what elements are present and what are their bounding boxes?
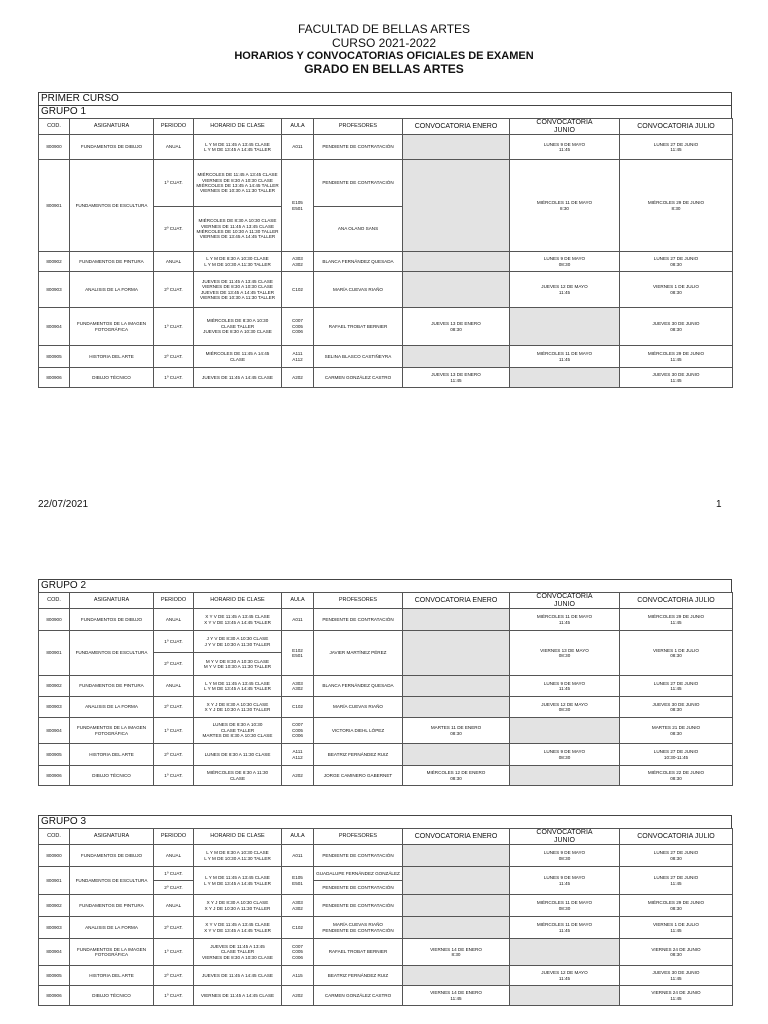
cell-periodo: 2º CUAT. [154,272,194,308]
group-title: GRUPO 2 [38,579,732,592]
col-header: CONVOCATORIA JULIO [620,119,733,135]
cell-profesores: PENDIENTE DE CONTRATACIÓN [314,895,403,917]
cell-profesores: BLANCA FERNÁNDEZ QUESADA [314,676,403,697]
table-row [39,845,733,867]
col-header: PERIODO [154,593,194,609]
footer-date: 22/07/2021 [38,499,89,510]
cell-periodo: 1º CUAT. [154,160,194,207]
group-title: GRUPO 3 [38,815,732,828]
col-header: AULA [282,119,314,135]
cell-enero [403,917,510,939]
col-header: ASIGNATURA [70,829,154,845]
cell-horario: L Y M DE 8:30 A 10:30 CLASE L Y M DE 10:30 A 11:30 TALLER [194,845,282,867]
cell-horario: J Y V DE 8:30 A 10:30 CLASE J Y V DE 10:30 A 11:30 TALLER [194,631,282,653]
cell-asignatura: FUNDAMENTOS DE PINTURA [70,895,154,917]
cell-asignatura: DIBUJO TÉCNICO [70,986,154,1006]
cell-periodo: 2º CUAT. [154,744,194,766]
cell-aula: C102 [282,697,314,718]
cell-junio: VIERNES 13 DE MAYO 08:30 [510,631,620,676]
cell-junio [510,718,620,744]
grupo-1-section [38,92,732,388]
cell-julio: LUNES 27 DE JUNIO 11:45 [620,135,733,160]
cell-asignatura: FUNDAMENTOS DE ESCULTURA [70,160,154,252]
cell-periodo: 1º CUAT. [154,718,194,744]
cell-aula: A115 [282,966,314,986]
cell-cod: 800905 [39,966,70,986]
col-header: PROFESORES [314,593,403,609]
cell-profesores: MARÍA CUEVAS RIAÑO [314,697,403,718]
cell-profesores: PENDIENTE DE CONTRATACIÓN [314,160,403,207]
cell-julio: MIÉRCOLES 29 DE JUNIO 8:30 [620,160,733,252]
cell-enero [403,744,510,766]
col-header: CONVOCATORIA ENERO [403,593,510,609]
cell-periodo: ANUAL [154,845,194,867]
table-row [39,939,733,966]
col-header: CONVOCATORIA JUNIO [510,829,620,845]
col-header: PROFESORES [314,119,403,135]
table-row [39,986,733,1006]
table-row [39,252,733,272]
cell-periodo: ANUAL [154,609,194,631]
cell-junio: MIÉRCOLES 11 DE MAYO 8:30 [510,160,620,252]
cell-profesores: SELINA BLASCO CASTIÑEYRA [314,346,403,368]
cell-enero [403,160,510,252]
cell-junio [510,939,620,966]
col-header: COD. [39,593,70,609]
cell-aula: A111 A112 [282,744,314,766]
document-subtitle: HORARIOS Y CONVOCATORIAS OFICIALES DE EXAMEN [234,50,534,62]
col-header: PROFESORES [314,829,403,845]
degree-title: GRADO EN BELLAS ARTES [304,62,464,76]
cell-julio: JUEVES 30 DE JUNIO 08:30 [620,308,733,346]
table-row [39,895,733,917]
cell-profesores: BEATRIZ FERNÁNDEZ RUIZ [314,966,403,986]
cell-horario: X Y V DE 11:45 A 13:45 CLASE X Y V DE 13:45 A 14:45 TALLER [194,917,282,939]
cell-julio: JUEVES 30 DE JUNIO 11:45 [620,368,733,388]
cell-periodo: 2º CUAT. [154,697,194,718]
cell-horario: MIÉRCOLES DE 8:30 A 10:30 CLASE TALLER JUEVES DE 8:30 A 10:30 CLASE [194,308,282,346]
cell-horario: MIÉRCOLES DE 11:45 A 13:45 CLASE VIERNES DE 8:30 A 10:30 CLASE MIÉRCOLES DE 13:45 A 14:45 TALLER VIERNES DE 10:30 A 11:30 TALLER [194,160,282,207]
cell-junio: JUEVES 12 DE MAYO 11:45 [510,272,620,308]
cell-julio: VIERNES 24 DE JUNIO 08:30 [620,939,733,966]
cell-junio: LUNES 9 DE MAYO 11:45 [510,676,620,697]
cell-julio: MIÉRCOLES 29 DE JUNIO 11:45 [620,609,733,631]
grupo-3-section [38,815,732,1006]
cell-cod: 800900 [39,845,70,867]
cell-horario: X Y J DE 8:30 A 10:30 CLASE X Y J DE 10:30 A 11:30 TALLER [194,697,282,718]
cell-profesores: CARMEN GONZÁLEZ CASTRO [314,368,403,388]
cell-periodo: ANUAL [154,252,194,272]
cell-enero [403,895,510,917]
cell-enero [403,272,510,308]
col-header: ASIGNATURA [70,593,154,609]
cell-periodo: 1º CUAT. [154,986,194,1006]
cell-profesores: MARÍA CUEVAS RIAÑO PENDIENTE DE CONTRATACIÓN [314,917,403,939]
cell-profesores: BEATRIZ FERNÁNDEZ RUIZ [314,744,403,766]
table-row [39,609,733,631]
cell-aula: A303 A302 [282,895,314,917]
cell-enero [403,697,510,718]
cell-cod: 800902 [39,676,70,697]
cell-horario: JUEVES DE 11:45 A 14:45 CLASE [194,368,282,388]
cell-profesores: VICTORIA DIEHL LÓPEZ [314,718,403,744]
cell-periodo: ANUAL [154,135,194,160]
cell-horario: MIÉRCOLES DE 8:30 A 11:30 CLASE [194,766,282,786]
cell-junio: LUNES 9 DE MAYO 11:45 [510,867,620,895]
faculty-title: FACULTAD DE BELLAS ARTES [297,22,471,36]
table-row [39,766,733,786]
cell-junio: MIÉRCOLES 11 DE MAYO 08:30 [510,895,620,917]
cell-profesores: MARÍA CUEVAS RIAÑO [314,272,403,308]
cell-aula: A111 A112 [282,346,314,368]
cell-asignatura: HISTORIA DEL ARTE [70,346,154,368]
cell-profesores: JAVIER MARTÍNEZ PÉREZ [314,631,403,676]
cell-periodo: 1º CUAT. [154,368,194,388]
cell-horario: X Y J DE 8:30 A 10:30 CLASE X Y J DE 10:30 A 11:30 TALLER [194,895,282,917]
cell-asignatura: FUNDAMENTOS DE DIBUJO [70,135,154,160]
cell-junio [510,368,620,388]
cell-julio: VIERNES 24 DE JUNIO 11:45 [620,986,733,1006]
course-title: CURSO 2021-2022 [331,36,437,50]
table-row [39,368,733,388]
table-row [39,697,733,718]
cell-asignatura: FUNDAMENTOS DE ESCULTURA [70,631,154,676]
cell-horario: JUEVES DE 11:45 A 13:45 CLASE TALLER VIERNES DE 8:30 A 10:30 CLASE [194,939,282,966]
col-header: CONVOCATORIA JUNIO [510,593,620,609]
cell-periodo: 2º CUAT. [154,207,194,252]
cell-profesores: GUADALUPE FERNÁNDEZ GONZÁLEZ [314,867,403,881]
cell-horario: L Y M DE 8:30 A 10:30 CLASE L Y M DE 10:30 A 11:30 TALLER [194,252,282,272]
col-header: ASIGNATURA [70,119,154,135]
cell-junio: MIÉRCOLES 11 DE MAYO 11:45 [510,346,620,368]
cell-asignatura: ANALISIS DE LA FORMA [70,272,154,308]
col-header: CONVOCATORIA ENERO [403,829,510,845]
col-header: CONVOCATORIA JULIO [620,593,733,609]
cell-enero: MARTES 11 DE ENERO 08:30 [403,718,510,744]
cell-enero [403,346,510,368]
col-header: CONVOCATORIA JUNIO [510,119,620,135]
cell-enero: VIERNES 14 DE ENERO 8:30 [403,939,510,966]
cell-asignatura: FUNDAMENTOS DE LA IMAGEN FOTOGRÁFICA [70,718,154,744]
table-row [39,676,733,697]
cell-aula: A011 [282,609,314,631]
cell-horario: JUEVES DE 11:45 A 14:45 CLASE [194,966,282,986]
page-number: 1 [716,499,722,510]
col-header: HORARIO DE CLASE [194,119,282,135]
cell-horario: JUEVES DE 11:45 A 13:45 CLASE VIERNES DE 8:30 A 10:30 CLASE JUEVES DE 13:45 A 14:45 TALLER VIERNES DE 10:30 A 11:30 TALLER [194,272,282,308]
cell-periodo: 2º CUAT. [154,966,194,986]
table-header-row [39,593,733,609]
cell-cod: 800904 [39,308,70,346]
table-row [39,867,733,881]
cell-julio: VIERNES 1 DE JULIO 08:30 [620,631,733,676]
col-header: AULA [282,593,314,609]
cell-asignatura: FUNDAMENTOS DE DIBUJO [70,845,154,867]
cell-periodo: 2º CUAT. [154,346,194,368]
cell-aula: E105 E501 [282,160,314,252]
cell-horario: MIÉRCOLES DE 11:45 A 14:45 CLASE [194,346,282,368]
cell-aula: A202 [282,766,314,786]
cell-cod: 800901 [39,160,70,252]
cell-asignatura: DIBUJO TÉCNICO [70,368,154,388]
cell-profesores: CARMEN GONZÁLEZ CASTRO [314,986,403,1006]
col-header: AULA [282,829,314,845]
cell-cod: 800902 [39,252,70,272]
cell-horario: X Y V DE 11:45 A 13:45 CLASE X Y V DE 13:45 A 14:45 TALLER [194,609,282,631]
cell-periodo: 2º CUAT. [154,881,194,895]
cell-cod: 800905 [39,744,70,766]
col-header: PERIODO [154,119,194,135]
col-header: CONVOCATORIA JULIO [620,829,733,845]
cell-aula: C102 [282,272,314,308]
cell-cod: 800901 [39,631,70,676]
cell-profesores: PENDIENTE DE CONTRATACIÓN [314,845,403,867]
cell-periodo: 1º CUAT. [154,939,194,966]
cell-periodo: ANUAL [154,895,194,917]
cell-horario: VIERNES DE 11:45 A 14:45 CLASE [194,986,282,1006]
cell-asignatura: FUNDAMENTOS DE PINTURA [70,252,154,272]
cell-profesores: ANA OLANO SANS [314,207,403,252]
table-header-row [39,119,733,135]
cell-julio: MIÉRCOLES 29 DE JUNIO 11:45 [620,346,733,368]
cell-junio: LUNES 9 DE MAYO 08:30 [510,744,620,766]
cell-profesores: PENDIENTE DE CONTRATACIÓN [314,881,403,895]
cell-julio: MIÉRCOLES 29 DE JUNIO 08:30 [620,895,733,917]
cell-enero: MIÉRCOLES 12 DE ENERO 08:30 [403,766,510,786]
cell-horario: LUNES DE 8:30 A 10:30 CLASE TALLER MARTES DE 8:30 A 10:30 CLASE [194,718,282,744]
col-header: CONVOCATORIA ENERO [403,119,510,135]
cell-cod: 800903 [39,697,70,718]
cell-cod: 800906 [39,986,70,1006]
cell-cod: 800900 [39,135,70,160]
cell-enero [403,966,510,986]
cell-aula: C007 C005 C006 [282,308,314,346]
cell-profesores: BLANCA FERNÁNDEZ QUESADA [314,252,403,272]
cell-periodo: 1º CUAT. [154,766,194,786]
cell-asignatura: DIBUJO TÉCNICO [70,766,154,786]
cell-cod: 800906 [39,766,70,786]
cell-horario: MIÉRCOLES DE 8:30 A 10:30 CLASE VIERNES DE 11:45 A 13:45 CLASE MIÉRCOLES DE 10:30 A 11:30 TALLER VIERNES DE 13:45 A 14:45 TALLER [194,207,282,252]
schedule-table [38,118,733,388]
cell-cod: 800901 [39,867,70,895]
cell-asignatura: FUNDAMENTOS DE PINTURA [70,676,154,697]
cell-enero: VIERNES 14 DE ENERO 11:45 [403,986,510,1006]
cell-cod: 800903 [39,272,70,308]
cell-junio [510,766,620,786]
section-title: PRIMER CURSO [38,92,732,105]
cell-horario: M Y V DE 8:30 A 10:30 CLASE M Y V DE 10:30 A 11:30 TALLER [194,653,282,676]
table-row [39,135,733,160]
cell-horario: L Y M DE 11:45 A 13:45 CLASE L Y M DE 13:45 A 14:45 TALLER [194,676,282,697]
cell-asignatura: FUNDAMENTOS DE ESCULTURA [70,867,154,895]
cell-cod: 800902 [39,895,70,917]
cell-junio: MIÉRCOLES 11 DE MAYO 11:45 [510,609,620,631]
cell-julio: MARTES 21 DE JUNIO 08:30 [620,718,733,744]
cell-periodo: 2º CUAT. [154,917,194,939]
cell-horario: LUNES DE 8:30 A 11:30 CLASE [194,744,282,766]
cell-profesores: JORGE CAMINERO GABERNET [314,766,403,786]
col-header: HORARIO DE CLASE [194,593,282,609]
table-row [39,917,733,939]
schedule-table [38,828,733,1006]
cell-enero [403,676,510,697]
cell-periodo: 1º CUAT. [154,867,194,881]
table-row [39,631,733,653]
cell-cod: 800903 [39,917,70,939]
cell-aula: A303 A302 [282,252,314,272]
cell-julio: LUNES 27 DE JUNIO 11:45 [620,676,733,697]
cell-asignatura: ANALISIS DE LA FORMA [70,917,154,939]
cell-enero [403,609,510,631]
cell-asignatura: HISTORIA DEL ARTE [70,966,154,986]
cell-julio: LUNES 27 DE JUNIO 08:30 [620,845,733,867]
cell-julio: LUNES 27 DE JUNIO 08:30 [620,252,733,272]
cell-horario: L Y M DE 11:45 A 13:45 CLASE L Y M DE 13:45 A 14:45 TALLER [194,135,282,160]
cell-cod: 800905 [39,346,70,368]
cell-cod: 800904 [39,718,70,744]
cell-horario: L Y M DE 11:45 A 13:45 CLASE L Y M DE 13:45 A 14:45 TALLER [194,867,282,895]
group-title: GRUPO 1 [38,105,732,118]
cell-profesores: PENDIENTE DE CONTRATACIÓN [314,135,403,160]
cell-julio: VIERNES 1 DE JULIO 08:30 [620,272,733,308]
cell-asignatura: FUNDAMENTOS DE LA IMAGEN FOTOGRÁFICA [70,939,154,966]
cell-asignatura: HISTORIA DEL ARTE [70,744,154,766]
schedule-table [38,592,733,786]
table-row [39,272,733,308]
cell-enero: JUEVES 13 DE ENERO 08:30 [403,308,510,346]
table-row [39,718,733,744]
cell-periodo: 2º CUAT. [154,653,194,676]
cell-junio: JUEVES 12 DE MAYO 08:30 [510,697,620,718]
cell-enero [403,631,510,676]
cell-aula: A202 [282,986,314,1006]
col-header: HORARIO DE CLASE [194,829,282,845]
cell-aula: E105 E501 [282,867,314,895]
cell-enero: JUEVES 13 DE ENERO 11:45 [403,368,510,388]
cell-asignatura: FUNDAMENTOS DE DIBUJO [70,609,154,631]
cell-julio: MIÉRCOLES 22 DE JUNIO 08:30 [620,766,733,786]
table-row [39,346,733,368]
cell-profesores: RAFAEL TROBAT BERNIER [314,939,403,966]
cell-asignatura: ANALISIS DE LA FORMA [70,697,154,718]
cell-junio: LUNES 9 DE MAYO 08:30 [510,252,620,272]
table-row [39,744,733,766]
cell-asignatura: FUNDAMENTOS DE LA IMAGEN FOTOGRÁFICA [70,308,154,346]
cell-periodo: ANUAL [154,676,194,697]
cell-julio: VIERNES 1 DE JULIO 11:45 [620,917,733,939]
cell-enero [403,845,510,867]
table-row [39,308,733,346]
col-header: COD. [39,119,70,135]
cell-aula: C102 [282,917,314,939]
cell-julio: JUEVES 30 DE JUNIO 08:30 [620,697,733,718]
cell-junio: MIÉRCOLES 11 DE MAYO 11:45 [510,917,620,939]
table-row [39,966,733,986]
cell-profesores: RAFAEL TROBAT BERNIER [314,308,403,346]
cell-enero [403,135,510,160]
cell-junio: JUEVES 12 DE MAYO 11:45 [510,966,620,986]
cell-aula: A011 [282,135,314,160]
cell-julio: JUEVES 30 DE JUNIO 11:45 [620,966,733,986]
cell-aula: A202 [282,368,314,388]
cell-enero [403,252,510,272]
cell-junio: LUNES 9 DE MAYO 11:45 [510,135,620,160]
cell-junio [510,986,620,1006]
cell-aula: E102 E501 [282,631,314,676]
cell-cod: 800900 [39,609,70,631]
cell-cod: 800906 [39,368,70,388]
cell-periodo: 1º CUAT. [154,308,194,346]
cell-cod: 800904 [39,939,70,966]
cell-aula: C007 C005 C006 [282,939,314,966]
col-header: COD. [39,829,70,845]
table-row [39,160,733,207]
cell-enero [403,867,510,895]
cell-julio: LUNES 27 DE JUNIO 11:45 [620,867,733,895]
cell-junio: LUNES 9 DE MAYO 08:30 [510,845,620,867]
cell-junio [510,308,620,346]
table-header-row [39,829,733,845]
col-header: PERIODO [154,829,194,845]
cell-periodo: 1º CUAT. [154,631,194,653]
cell-julio: LUNES 27 DE JUNIO 10:30-11:45 [620,744,733,766]
cell-aula: C007 C005 C006 [282,718,314,744]
cell-aula: A303 A302 [282,676,314,697]
grupo-2-section [38,579,732,786]
document-header [0,22,768,76]
cell-profesores: PENDIENTE DE CONTRATACIÓN [314,609,403,631]
cell-aula: A011 [282,845,314,867]
